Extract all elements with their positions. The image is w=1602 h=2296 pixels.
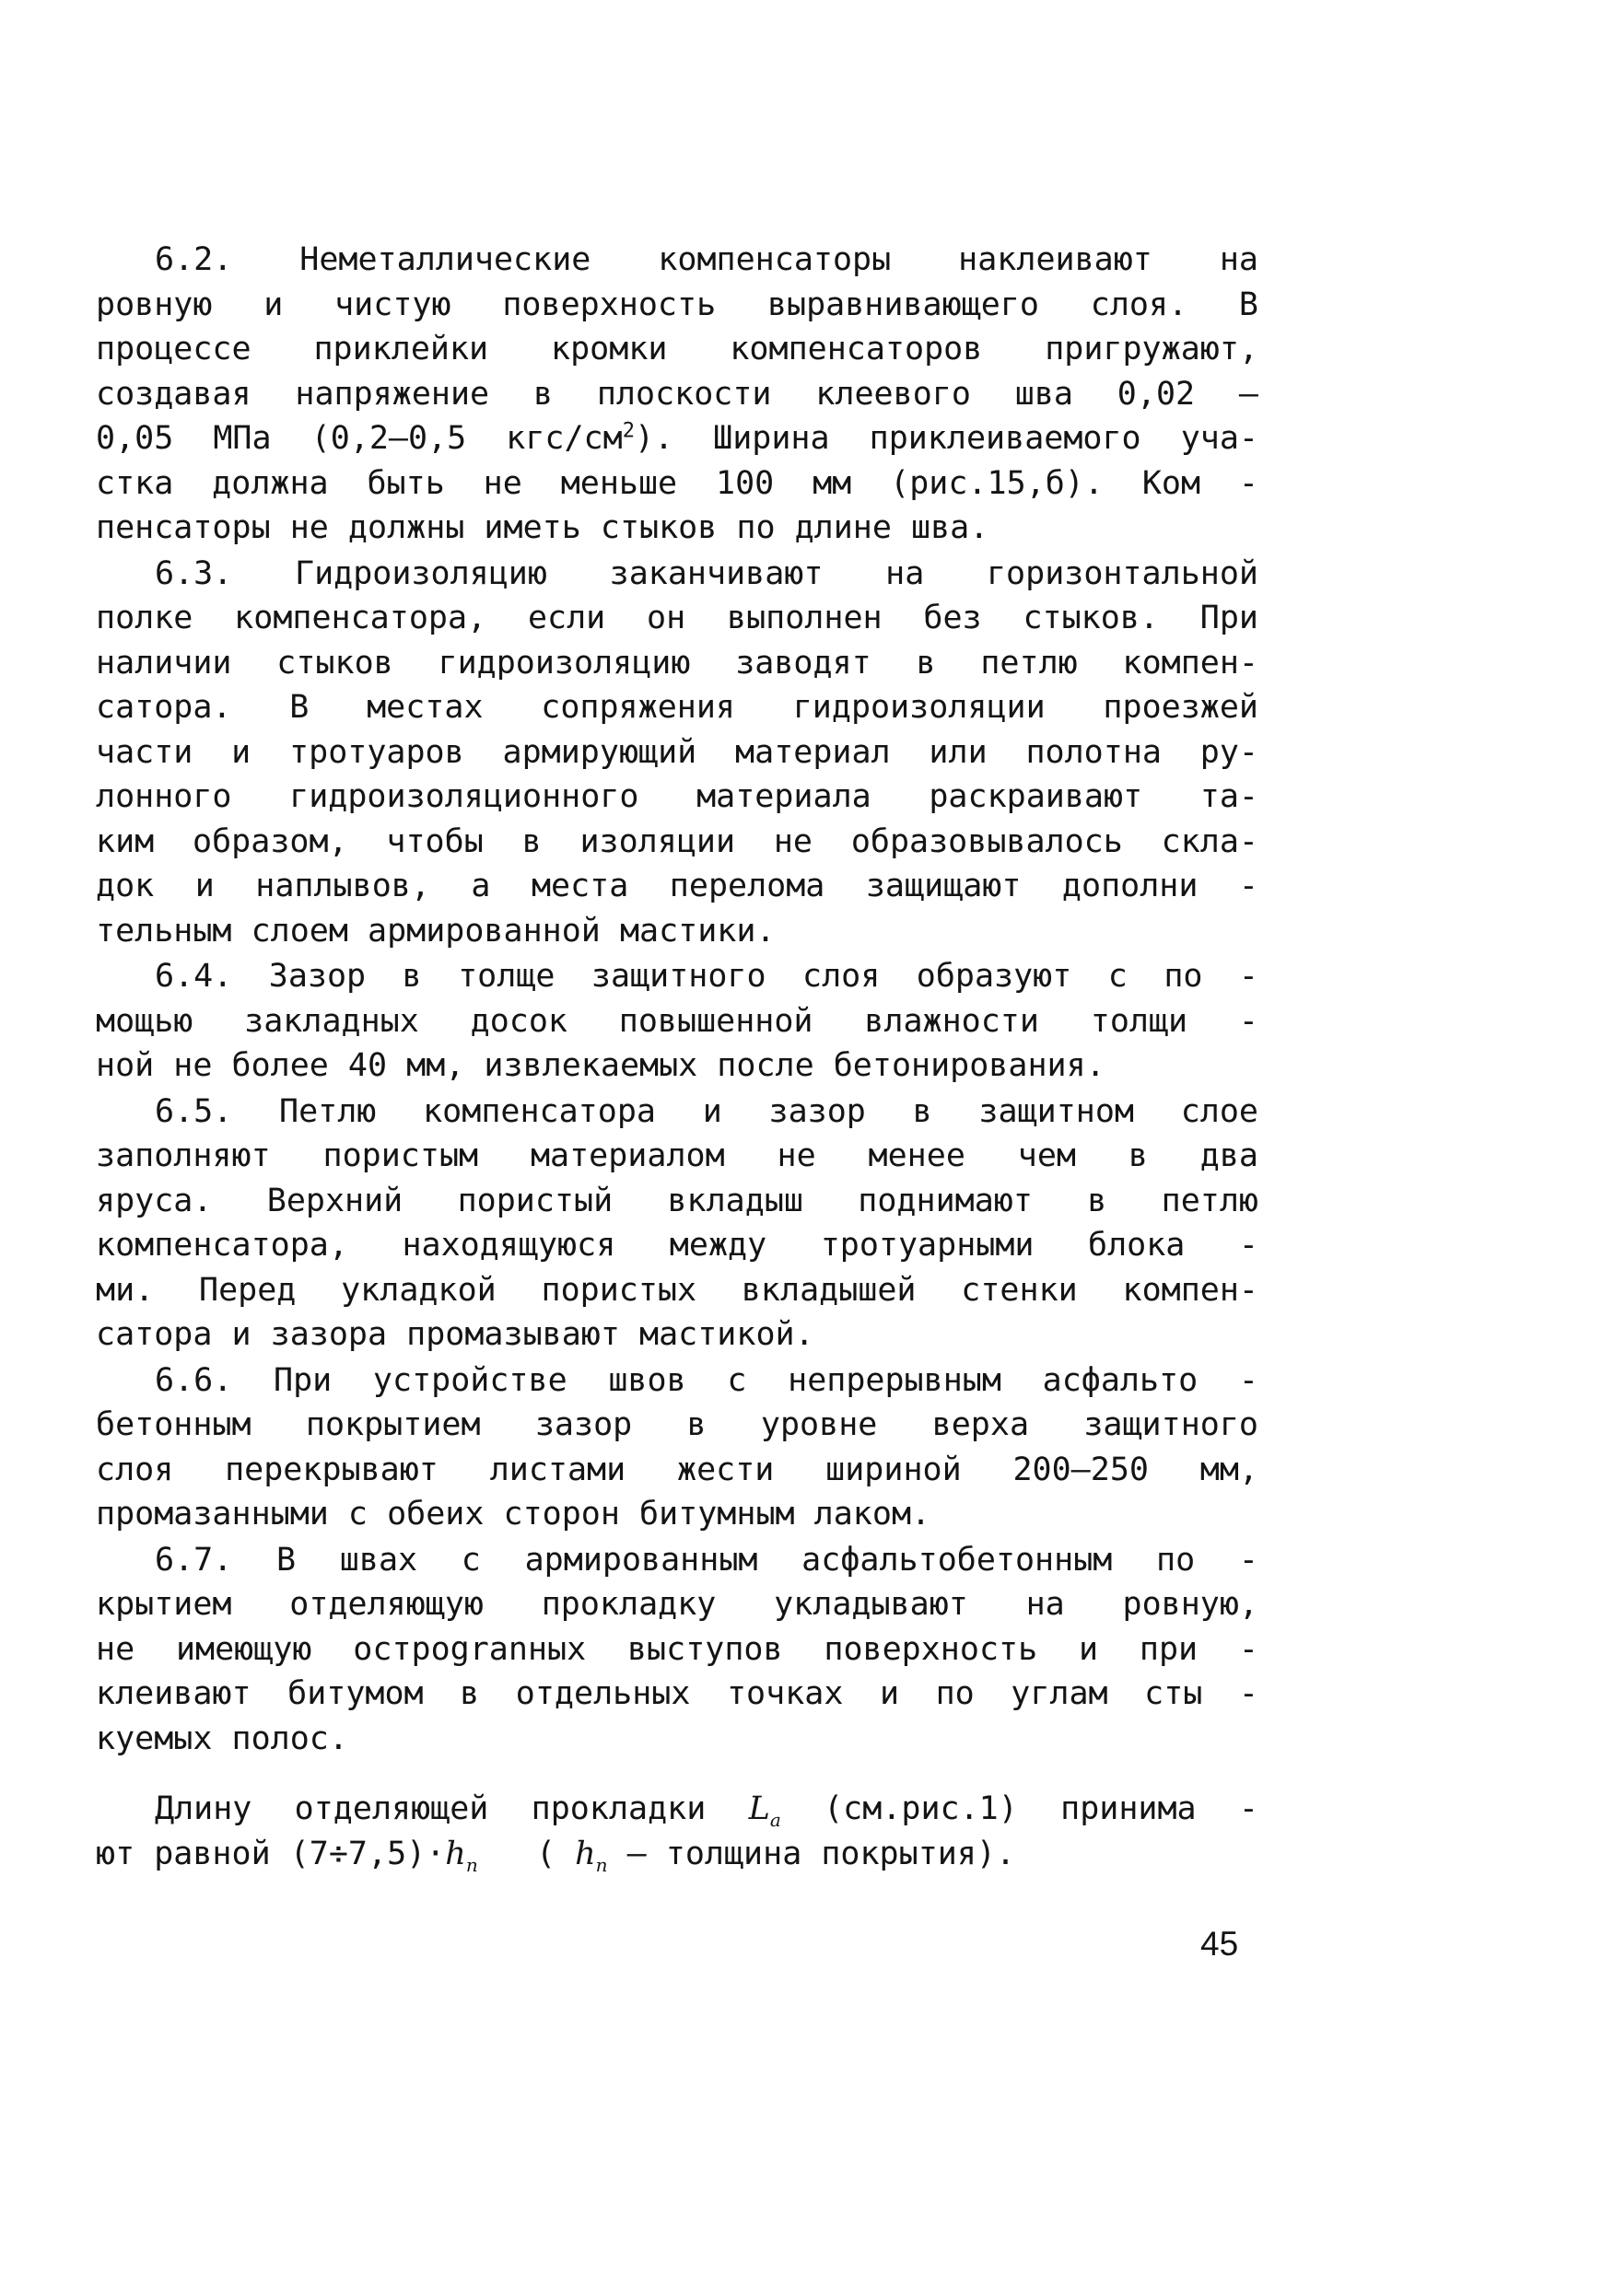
paragraph-6-5 bbox=[96, 1090, 1258, 1358]
final-line-2-paren: ( bbox=[535, 1835, 556, 1872]
text-line: куемых полос. bbox=[96, 1719, 348, 1757]
paragraph-6-4 bbox=[96, 954, 1258, 1089]
symbol-l-sub: a bbox=[769, 1809, 781, 1831]
final-line-2-tail: – толщина покрытия). bbox=[626, 1835, 1016, 1872]
text-line: сатора. В местах сопряжения гидроизоляции проезжей bbox=[96, 689, 1258, 726]
document-page bbox=[96, 238, 1258, 1876]
text-line: тельным слоем армированной мастики. bbox=[96, 912, 776, 950]
final-line-1-tail: (см.рис.1) принима - bbox=[824, 1790, 1258, 1827]
final-line-2 bbox=[96, 1832, 1258, 1877]
symbol-hn-2 bbox=[575, 1835, 608, 1876]
text-line: процессе приклейки кромки компенсаторов пригружают, bbox=[96, 331, 1258, 367]
text-line: части и тротуаров армирующий материал или полотна ру- bbox=[96, 733, 1258, 771]
text-line: сатора и зазора промазывают мастикой. bbox=[96, 1316, 814, 1353]
text-line: 6.5. Петлю компенсатора и зазор в защитном слое bbox=[155, 1092, 1258, 1130]
page-number: 45 bbox=[1200, 1925, 1239, 1963]
text-line: ким образом, чтобы в изоляции не образовывалось скла- bbox=[96, 822, 1258, 860]
final-line-1 bbox=[96, 1787, 1258, 1832]
paragraph-final bbox=[96, 1787, 1258, 1876]
symbol-la bbox=[748, 1790, 781, 1831]
text-line: компенсатора, находящуюся между тротуарными блока - bbox=[96, 1227, 1258, 1264]
text-line: не имеющую остроgranных выступов поверхность и при - bbox=[96, 1630, 1258, 1668]
symbol-h-sub: п bbox=[465, 1853, 478, 1876]
text-line: мощью закладных досок повышенной влажности толщи - bbox=[96, 1002, 1258, 1040]
text-line: 6.4. Зазор в толще защитного слоя образуют с по - bbox=[155, 958, 1258, 995]
text-line: слоя перекрывают листами жести шириной 200–250 мм, bbox=[96, 1451, 1258, 1488]
text-line: 6.6. При устройстве швов с непрерывным асфальто - bbox=[155, 1361, 1258, 1399]
text-line: ной не более 40 мм, извлекаемых после бетонирования. bbox=[96, 1047, 1105, 1084]
text-line: 0,05 МПа (0,2–0,5 кгс/$см^2$). Ширина приклеиваемого уча- bbox=[96, 419, 1258, 457]
final-line-2-text: ют равной (7÷7,5)· bbox=[96, 1835, 446, 1872]
text-line: стка должна быть не меньше 100 мм (рис.15,б). Ком - bbox=[96, 464, 1258, 502]
paragraph-6-7 bbox=[96, 1538, 1258, 1762]
text-line: ровную и чистую поверхность выравнивающего слоя. В bbox=[96, 286, 1258, 323]
text-line: клеивают битумом в отдельных точках и по углам сты - bbox=[96, 1675, 1258, 1712]
text-line: крытием отделяющую прокладку укладывают на ровную, bbox=[96, 1586, 1258, 1623]
paragraph-6-2 bbox=[96, 238, 1258, 551]
symbol-h: h bbox=[445, 1835, 466, 1872]
paragraph-6-6 bbox=[96, 1358, 1258, 1537]
text-line: промазанными с обеих сторон битумным лаком. bbox=[96, 1496, 931, 1533]
text-line: заполняют пористым материалом не менее чем в два bbox=[96, 1137, 1258, 1174]
final-line-1-text: Длину отделяющей прокладки bbox=[155, 1790, 707, 1827]
text-line: полке компенсатора, если он выполнен без стыков. При bbox=[96, 600, 1258, 636]
paragraph-6-3 bbox=[96, 552, 1258, 954]
text-line: яруса. Верхний пористый вкладыш поднимают в петлю bbox=[96, 1182, 1258, 1219]
superscript: 2 bbox=[622, 419, 635, 443]
text-line: 6.7. В швах с армированным асфальтобетонным по - bbox=[155, 1541, 1258, 1579]
text-line: лонного гидроизоляционного материала раскраивают та- bbox=[96, 778, 1258, 815]
text-line: пенсаторы не должны иметь стыков по длине шва. bbox=[96, 509, 989, 546]
symbol-hn bbox=[445, 1835, 478, 1876]
text-line: док и наплывов, а места перелома защищают дополни - bbox=[96, 868, 1258, 904]
symbol-h-2: h bbox=[575, 1835, 596, 1872]
symbol-l: L bbox=[748, 1790, 770, 1827]
text-line: бетонным покрытием зазор в уровне верха защитного bbox=[96, 1406, 1258, 1443]
text-line: создавая напряжение в плоскости клеевого шва 0,02 – bbox=[96, 375, 1258, 413]
text-line: наличии стыков гидроизоляцию заводят в петлю компен- bbox=[96, 644, 1258, 682]
text-line: 6.3. Гидроизоляцию заканчивают на горизонтальной bbox=[155, 554, 1258, 592]
text-line: 6.2. Неметаллические компенсаторы наклеивают на bbox=[155, 241, 1258, 278]
paragraphs bbox=[96, 238, 1258, 1761]
text-line: ми. Перед укладкой пористых вкладышей стенки компен- bbox=[96, 1271, 1258, 1309]
symbol-h-sub-2: п bbox=[595, 1853, 608, 1876]
